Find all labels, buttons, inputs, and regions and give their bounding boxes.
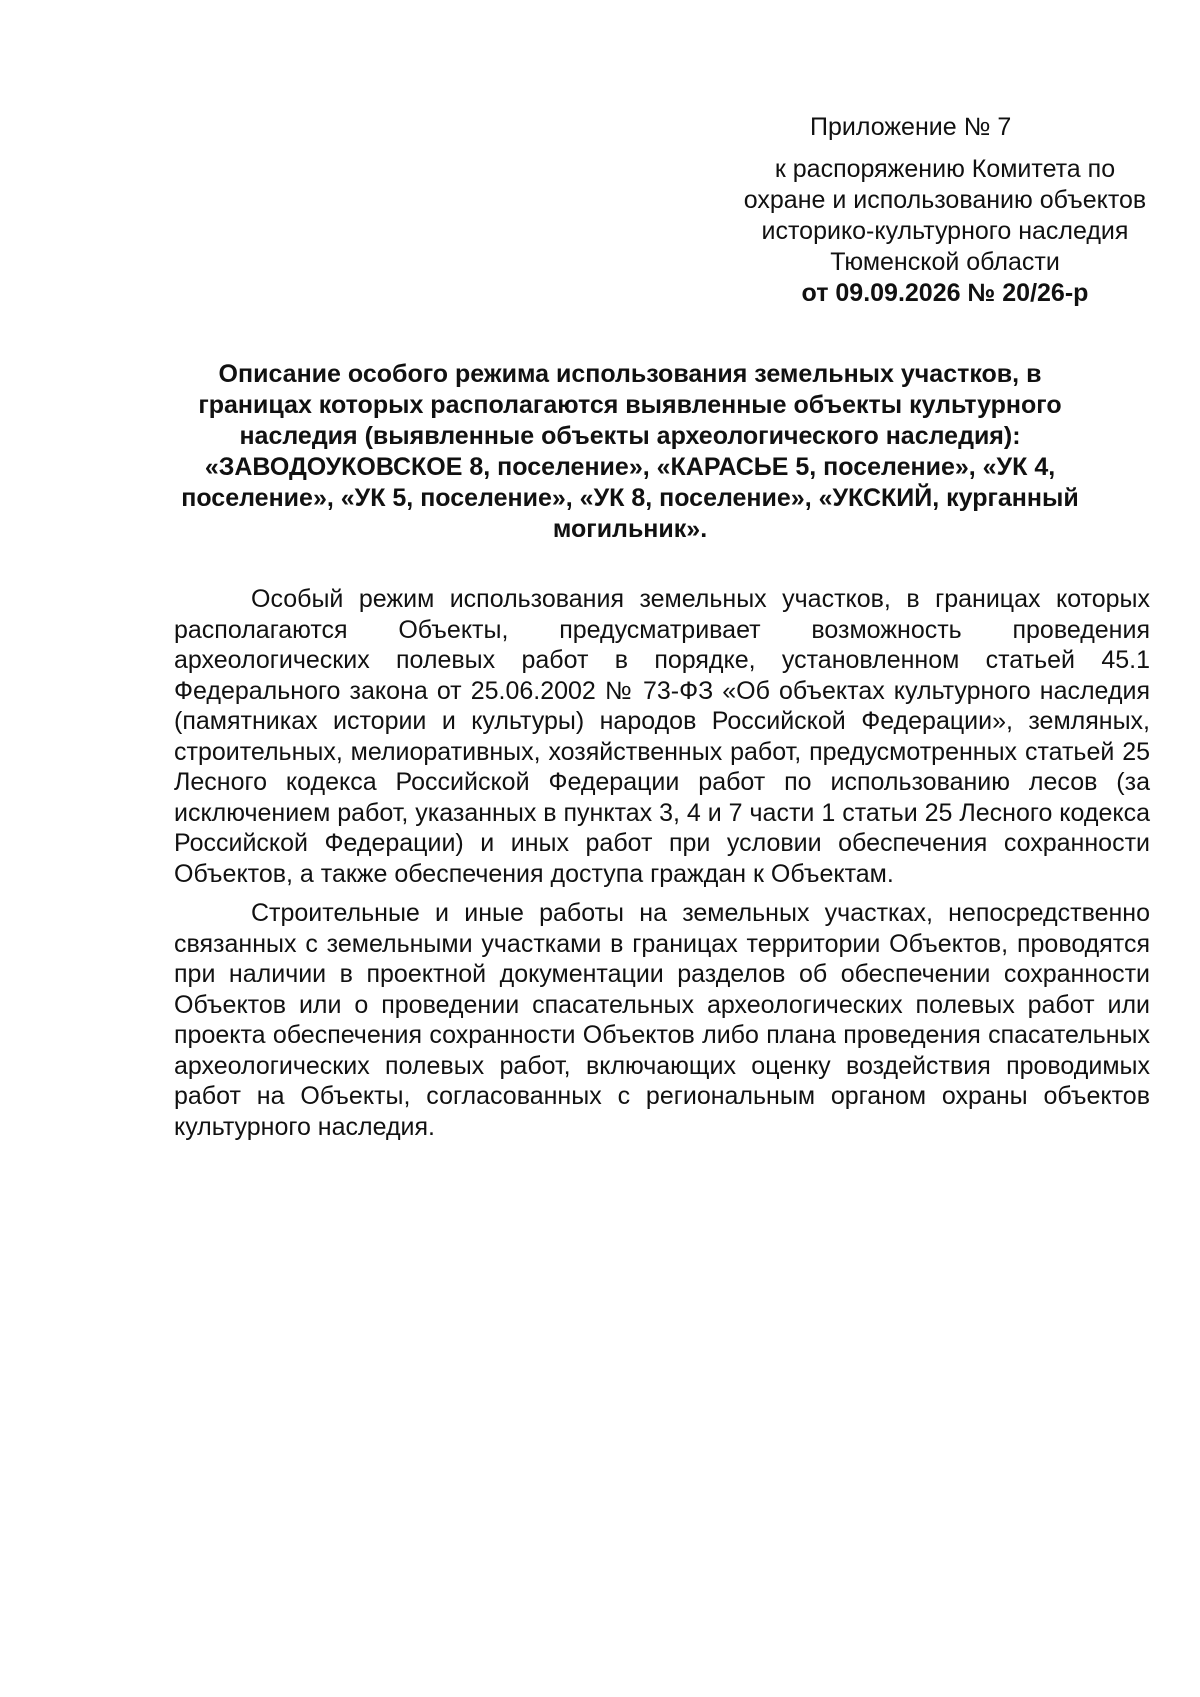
body-paragraph-2: Строительные и иные работы на земельных участках, непосредственно связанных с земельными участками в границах территории Объектов, проводятся при наличии в проектной документации разделов об обеспечении сохранности Объектов или о проведении спасательных археологических полевых работ или проекта обеспечения сохранности Объектов либо плана проведения спасательных археологических полевых работ, включающих оценку воздействия проводимых работ на Объекты, согласованных с региональным органом охраны объектов культурного наследия. (174, 899, 1150, 1141)
annex-line-4: Тюменской области (830, 248, 1060, 276)
title-line-5: поселение», «УК 5, поселение», «УК 8, поселение», «УКСКИЙ, курганный (181, 484, 1079, 512)
annex-line-3: историко-культурного наследия (761, 217, 1129, 245)
title-line-3: наследия (выявленные объекты археологического наследия): (239, 422, 1021, 450)
title-line-4: «ЗАВОДОУКОВСКОЕ 8, поселение», «КАРАСЬЕ 5, поселение», «УК 4, (204, 453, 1056, 481)
annex-order-number: от 09.09.2026 № 20/26-р (801, 279, 1089, 307)
annex-header (660, 112, 1190, 309)
document-body (174, 584, 1150, 1151)
document-title (150, 359, 1110, 545)
title-line-1: Описание особого режима использования земельных участков, в (218, 360, 1042, 388)
title-line-6: могильник». (552, 515, 708, 543)
body-paragraph-1: Особый режим использования земельных участков, в границах которых располагаются Объекты, предусматривает возможность проведения археологических полевых работ в порядке, установленном статьей 45.1 Федерального закона от 25.06.2002 № 73-ФЗ «Об объектах культурного наследия (памятниках истории и культуры) народов Российской Федерации», земляных, строительных, мелиоративных, хозяйственных работ, предусмотренных статьей 25 Лесного кодекса Российской Федерации работ по использованию лесов (за исключением работ, указанных в пунктах 3, 4 и 7 части 1 статьи 25 Лесного кодекса Российской Федерации) и иных работ при условии обеспечения сохранности Объектов, а также обеспечения доступа граждан к Объектам. (174, 585, 1150, 888)
annex-line-2: охране и использованию объектов (743, 186, 1147, 214)
title-line-2: границах которых располагаются выявленные объекты культурного (198, 391, 1062, 419)
annex-line-1: к распоряжению Комитета по (774, 155, 1116, 183)
annex-label: Приложение № 7 (810, 113, 1012, 141)
